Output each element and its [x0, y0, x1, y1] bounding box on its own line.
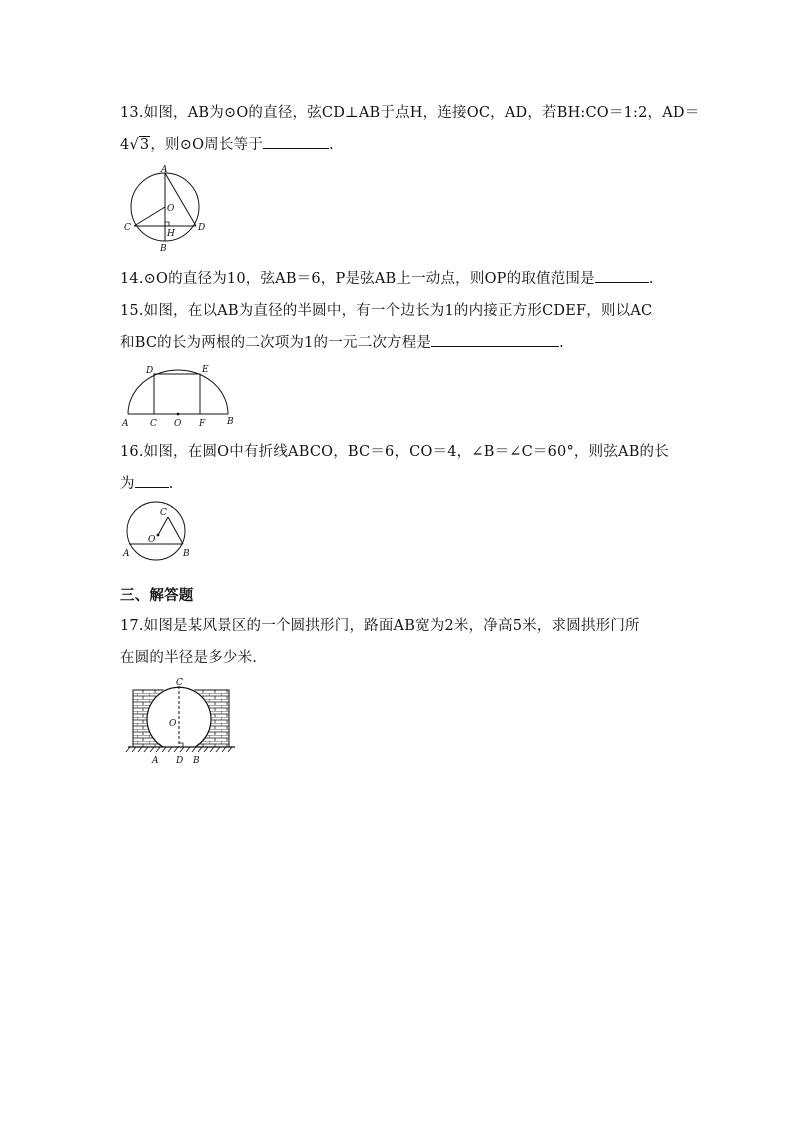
- q16-segment-bc: [168, 517, 183, 544]
- q15-semicircle: [128, 370, 228, 414]
- q13-text-1: 13.如图，AB为⊙O的直径，弦CD⊥AB于点H，连接OC，AD，若BH:CO＝1:2，AD＝: [120, 105, 700, 121]
- q15-square-cdef: [154, 374, 200, 414]
- q16-line2: [120, 472, 174, 493]
- q17-line1: [120, 614, 640, 635]
- q13-segment-oc: [134, 207, 165, 226]
- q16-label-a: A: [123, 549, 130, 559]
- radical-sign-icon: √: [129, 137, 139, 153]
- section3-title-text: 三、解答题: [120, 587, 194, 604]
- q17-ground-hatch: [126, 747, 232, 752]
- q15-label-e: E: [202, 365, 209, 375]
- q13-line2: [120, 133, 334, 154]
- q14-text: 14.⊙O的直径为10，弦AB＝6，P是弦AB上一动点，则OP的取值范围是: [120, 271, 595, 287]
- q16-label-b: B: [183, 549, 190, 559]
- q17-label-d: D: [176, 756, 184, 766]
- q13-label-a: A: [161, 165, 168, 175]
- q17-text-1: 17.如图是某风景区的一个圆拱形门，路面AB宽为2米，净高5米，求圆拱形门所: [120, 618, 640, 634]
- q13-coef: 4: [120, 137, 130, 153]
- q13-label-o: O: [167, 204, 175, 214]
- q13-figure: [120, 165, 210, 255]
- q16-end: .: [168, 476, 174, 492]
- q15-label-d: D: [146, 366, 154, 376]
- q16-label-c: C: [160, 508, 167, 518]
- q15-label-a: A: [122, 419, 129, 429]
- q15-label-b: B: [227, 417, 234, 427]
- q13-radicand: 3: [139, 137, 150, 153]
- q15-text-2: 和BC的长为两根的二次项为1的一元二次方程是: [120, 335, 432, 351]
- q15-label-c: C: [150, 419, 157, 429]
- q15-answer-blank[interactable]: [431, 332, 559, 347]
- q15-figure: [120, 362, 240, 432]
- q13-line1: [120, 101, 699, 122]
- q14-answer-blank[interactable]: [595, 268, 649, 283]
- q16-text-2: 为: [120, 476, 135, 492]
- q15-text-1: 15.如图，在以AB为直径的半圆中，有一个边长为1的内接正方形CDEF，则以AC: [120, 303, 653, 319]
- q13-sqrt: [129, 137, 150, 153]
- q13-right-angle-mark: [165, 222, 169, 226]
- q16-text-1: 16.如图，在圆O中有折线ABCO，BC＝6，CO＝4，∠B＝∠C＝60°，则弦AB的长: [120, 444, 669, 460]
- q15-label-o: O: [174, 419, 182, 429]
- q17-label-o: O: [169, 719, 177, 729]
- q14-line: [120, 267, 654, 288]
- q15-label-f: F: [199, 419, 206, 429]
- q17-figure: [125, 675, 240, 770]
- q13-label-h: H: [167, 229, 175, 239]
- q17-label-a: A: [152, 756, 159, 766]
- q17-label-b: B: [193, 756, 200, 766]
- q13-label-b: B: [160, 244, 167, 254]
- q16-answer-blank[interactable]: [135, 473, 169, 488]
- q13-end: .: [328, 137, 334, 153]
- q13-answer-blank[interactable]: [263, 134, 329, 149]
- section3-title: [120, 584, 194, 605]
- q13-label-d: D: [198, 223, 206, 233]
- q15-line1: [120, 299, 652, 320]
- q13-label-c: C: [124, 223, 131, 233]
- q16-segment-co: [158, 517, 168, 535]
- q16-line1: [120, 440, 669, 461]
- q14-end: .: [648, 271, 654, 287]
- q16-figure: [120, 500, 200, 565]
- q13-text-2: ，则⊙O周长等于: [150, 137, 263, 153]
- q17-text-2: 在圆的半径是多少米.: [120, 650, 258, 666]
- q15-line2: [120, 331, 564, 352]
- q15-center-dot: [177, 413, 180, 416]
- q15-end: .: [559, 335, 564, 351]
- q17-line2: [120, 646, 257, 667]
- q16-center-dot: [157, 534, 160, 537]
- q16-label-o: O: [148, 535, 156, 545]
- q17-label-c: C: [176, 678, 183, 688]
- q13-segment-ad: [165, 173, 196, 226]
